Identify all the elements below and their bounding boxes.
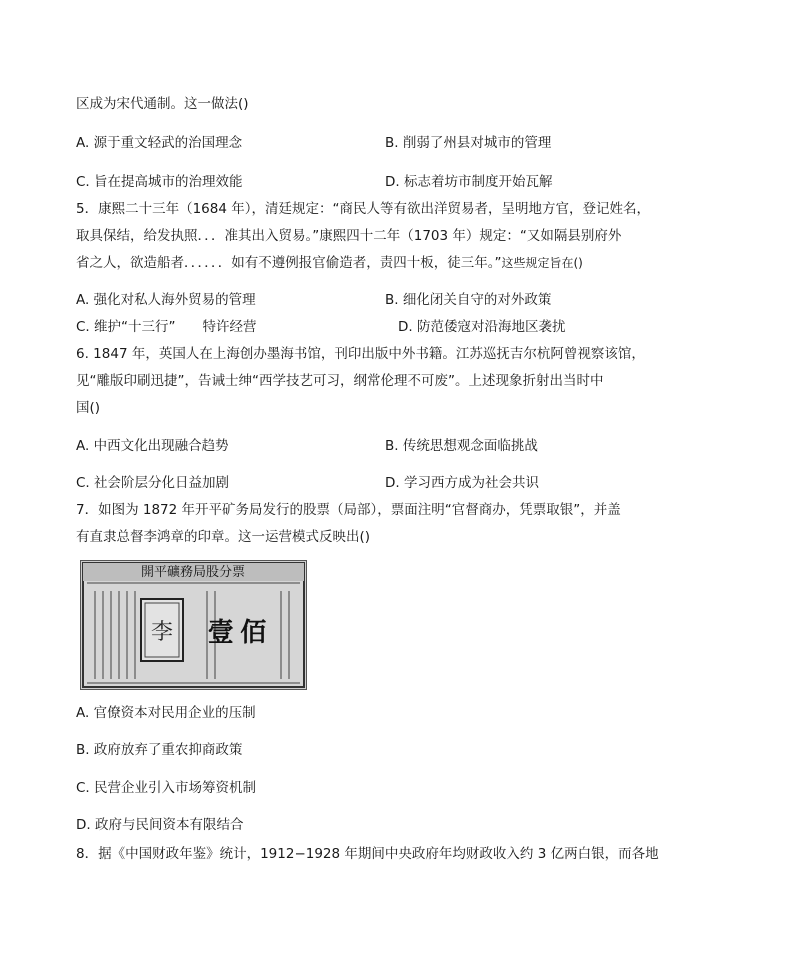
option-a[interactable]: A. 强化对私人海外贸易的管理 [76, 292, 256, 308]
option-b[interactable]: B. 细化闭关自守的对外政策 [385, 292, 552, 308]
option-c[interactable]: C. 民营企业引入市场筹资机制 [76, 780, 257, 796]
question-6-line-1: 6. 1847 年，英国人在上海创办墨海书馆，刊印出版中外书籍。江苏巡抚吉尔杭阿曾视察该馆， [76, 346, 645, 362]
stock-title: 開平礦務局股分票 [140, 564, 246, 579]
option-d[interactable]: D. 标志着坊市制度开始瓦解 [385, 174, 553, 190]
question-5-line-3-text: 省之人，欲造船者．．．．．．如有不遵例报官偷造者，责四十板，徒三年。” [76, 255, 502, 271]
option-c[interactable]: C. 社会阶层分化日益加剧 [76, 475, 230, 491]
question-6-line-3: 国() [76, 400, 101, 416]
option-a[interactable]: A. 源于重文轻武的治国理念 [76, 135, 243, 151]
question-5-line-3 [76, 254, 583, 272]
question-7-line-1: 7．如图为 1872 年开平矿务局发行的股票（局部），票面注明“官督商办，凭票取银”，并盖 [76, 502, 621, 518]
option-b[interactable]: B. 政府放弃了重农抑商政策 [76, 742, 243, 758]
question-5-stem-end: 这些规定旨在() [501, 256, 583, 270]
option-b[interactable]: B. 传统思想观念面临挑战 [385, 438, 538, 454]
question-7-line-2: 有直隶总督李鸿章的印章。这一运营模式反映出() [76, 529, 371, 545]
option-d[interactable]: D. 学习西方成为社会共识 [385, 475, 539, 491]
question-5-line-1: 5．康熙二十三年（1684 年），清廷规定：“商民人等有欲出洋贸易者，呈明地方官，登记姓名， [76, 201, 650, 217]
option-a[interactable]: A. 中西文化出现融合趋势 [76, 438, 229, 454]
stock-certificate-image [80, 560, 307, 690]
question-5-line-2: 取具保结，给发执照．．．准其出入贸易。”康熙四十二年（1703 年）规定：“又如隔县别府外 [76, 228, 622, 244]
option-c[interactable]: C. 维护“十三行” 特许经营 [76, 319, 257, 335]
question-6-line-2: 见“雕版印刷迅捷”，告诫士绅“西学技艺可习，纲常伦理不可废”。上述现象折射出当时中 [76, 373, 604, 389]
option-a[interactable]: A. 官僚资本对民用企业的压制 [76, 705, 256, 721]
question-8-line-1: 8．据《中国财政年鉴》统计，1912−1928 年期间中央政府年均财政收入约 3 亿两白银，而各地 [76, 846, 659, 862]
option-d[interactable]: D. 政府与民间资本有限结合 [76, 817, 244, 833]
seal-character: 李 [150, 619, 174, 644]
option-d[interactable]: D. 防范倭寇对沿海地区袭扰 [398, 319, 566, 335]
option-c[interactable]: C. 旨在提高城市的治理效能 [76, 174, 243, 190]
option-b[interactable]: B. 削弱了州县对城市的管理 [385, 135, 552, 151]
stock-denomination: 壹 佰 [207, 618, 267, 647]
text-line: 区成为宋代通制。这一做法() [76, 96, 249, 112]
stock-certificate-drawing [81, 561, 306, 689]
